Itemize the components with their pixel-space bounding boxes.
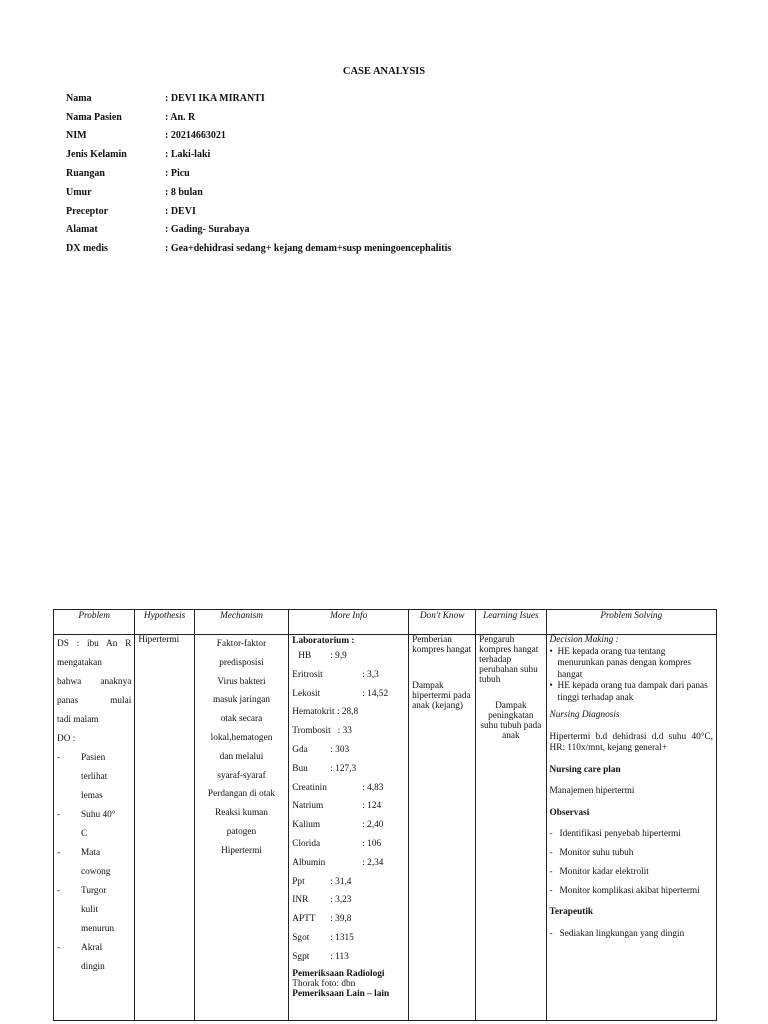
identity-row-umur — [66, 183, 451, 202]
lab-name: Bun — [292, 763, 308, 774]
header-problem: Problem — [54, 610, 135, 635]
identity-row-nama — [66, 89, 451, 108]
do-line: Akral — [81, 943, 103, 953]
nursing-diagnosis-title: Nursing Diagnosis — [549, 710, 620, 720]
lab-value: : 9,9 — [330, 651, 347, 661]
do-line: cowong — [81, 867, 111, 877]
list-item — [550, 681, 713, 704]
lab-row-creatinin — [292, 779, 405, 798]
identity-value: : DEVI — [165, 205, 196, 217]
identity-value: : 20214663021 — [165, 130, 226, 142]
lab-row-bun — [292, 760, 405, 779]
do-line: Turgor — [81, 886, 107, 896]
lab-row-eritrosit — [292, 666, 405, 685]
list-item: - Sediakan lingkungan yang dingin — [550, 925, 713, 944]
identity-label: Jenis Kelamin — [66, 149, 127, 161]
identity-value: : An. R — [165, 111, 196, 123]
do-line: terlihat — [81, 772, 108, 782]
lab-value: : 14,52 — [362, 688, 389, 699]
terapeutik-title: Terapeutik — [549, 907, 594, 917]
lab-value: : 3,23 — [330, 895, 352, 906]
lab-name: Ppt — [292, 876, 305, 887]
list-item — [57, 844, 131, 882]
list-item — [57, 939, 131, 977]
do-line: menurun — [81, 924, 115, 934]
lab-value: : 31,4 — [330, 876, 352, 887]
learning-item: Pengaruh kompres hangat terhadap perubahan suhu tubuh — [479, 635, 539, 685]
lab-name: Eritrosit — [292, 669, 323, 680]
lab-row-sgpt — [292, 948, 405, 967]
ds-line: mengatakan — [57, 658, 102, 668]
lab-row-inr — [292, 891, 405, 910]
lab-name: Clorida — [292, 838, 321, 849]
lab-value: : 3,3 — [362, 669, 379, 680]
lab-value: : 124 — [362, 801, 382, 812]
lab-value: : 28,8 — [336, 707, 359, 718]
list-item — [57, 882, 131, 939]
dash-marker: - — [57, 943, 61, 953]
do-line: C — [81, 829, 88, 839]
lab-row-kalium — [292, 816, 405, 835]
lab-value: : 113 — [330, 951, 349, 962]
decision-list — [550, 647, 713, 705]
lab-value: : 303 — [330, 744, 350, 755]
lab-value: : 33 — [337, 726, 352, 737]
identity-row-dx-medis — [66, 239, 451, 258]
observasi-item: Monitor komplikasi akibat hipertermi — [559, 886, 700, 896]
mechanism-line: otak secara — [220, 714, 263, 725]
list-item — [57, 749, 131, 806]
lab-value: : 39,8 — [330, 914, 352, 925]
problem-solving-cell — [546, 635, 716, 1021]
identity-value: : DEVI IKA MIRANTI — [165, 92, 265, 104]
lab-row-clorida — [292, 835, 405, 854]
do-label: DO : — [57, 734, 76, 744]
hypothesis-text: Hipertermi — [138, 635, 180, 645]
do-line: lemas — [81, 791, 103, 801]
identity-label: Alamat — [66, 224, 98, 236]
decision-item: HE kepada orang tua dampak dari panas tinggi terhadap anak — [557, 681, 708, 703]
identity-row-nim — [66, 127, 451, 146]
lab-row-ppt — [292, 873, 405, 892]
other-exam-title: Pemeriksaan Lain – lain — [292, 988, 390, 999]
observasi-item: Monitor suhu tubuh — [559, 848, 634, 858]
identity-value: : Gading- Surabaya — [165, 224, 250, 236]
lab-row-albumin — [292, 854, 405, 873]
mechanism-line: masuk jaringan — [212, 695, 271, 706]
lab-value: : 1315 — [330, 932, 354, 943]
identity-row-preceptor — [66, 202, 451, 221]
identity-label: NIM — [66, 130, 87, 142]
ds-line: panas mulai — [57, 696, 132, 706]
observasi-item: Identifikasi penyebab hipertermi — [559, 829, 681, 839]
lab-name: HB — [298, 651, 312, 661]
learning-issues-cell — [476, 635, 546, 1021]
observasi-title: Observasi — [549, 807, 590, 818]
lab-row-aptt — [292, 910, 405, 929]
dash-marker: - — [57, 848, 61, 858]
lab-name: Hematokrit — [292, 707, 335, 718]
mechanism-line: lokal,hematogen — [210, 732, 273, 743]
mechanism-line: Hipertermi — [221, 845, 262, 856]
mechanism-cell — [194, 635, 289, 1021]
mechanism-line: Reaksi kuman — [215, 808, 268, 819]
list-item: - Monitor komplikasi akibat hipertermi — [550, 882, 713, 901]
identity-label: Umur — [66, 186, 92, 198]
list-item — [57, 806, 131, 844]
identity-value: : Laki-laki — [165, 149, 211, 161]
mechanism-line: predisposisi — [219, 657, 264, 668]
lab-name: Trombosit — [292, 726, 331, 737]
observasi-item: Monitor kadar elektrolit — [559, 867, 649, 877]
case-analysis-table — [53, 609, 717, 1021]
identity-label: Nama — [66, 92, 92, 104]
list-item — [550, 647, 713, 682]
observasi-list — [550, 825, 713, 901]
dont-know-item: Dampak hipertermi pada anak (kejang) — [412, 681, 471, 711]
header-learning-issues: Learning Isues — [476, 610, 546, 635]
radiology-title: Pemeriksaan Radiologi — [292, 968, 385, 979]
lab-name: Kalium — [292, 820, 321, 831]
identity-row-nama-pasien — [66, 108, 451, 127]
identity-row-jenis-kelamin — [66, 145, 451, 164]
lab-value: : 127,3 — [330, 763, 357, 774]
lab-name: Gda — [292, 744, 308, 755]
mechanism-line: dan melalui — [219, 751, 264, 762]
identity-row-ruangan — [66, 164, 451, 183]
mechanism-line: Virus bakteri — [217, 676, 266, 687]
header-dont-know: Don't Know — [409, 610, 476, 635]
decision-item: HE kepada orang tua tentang menurunkan panas dengan kompres hangat — [557, 646, 692, 680]
dash-marker: - — [57, 886, 61, 896]
lab-title: Laboratorium : — [292, 636, 355, 646]
do-line: kulit — [81, 905, 99, 915]
lab-row-hematokrit — [292, 703, 405, 722]
lab-row-sgot — [292, 929, 405, 948]
page-title: CASE ANALYSIS — [342, 66, 426, 77]
terapeutik-item: Sediakan lingkungan yang dingin — [559, 928, 685, 939]
lab-value: : 2,34 — [362, 857, 384, 868]
header-more-info: More Info — [289, 610, 409, 635]
lab-value: : 2,40 — [362, 820, 384, 831]
lab-name: INR — [292, 895, 309, 906]
mechanism-line: Faktor-faktor — [216, 639, 267, 649]
dash-marker: - — [57, 753, 61, 763]
nursing-diagnosis-text: Hipertermi b.d dehidrasi d.d suhu 40°C, HR: 110x/mnt, kejang general+ — [549, 731, 713, 753]
lab-name: Creatinin — [292, 782, 327, 793]
care-plan-title: Nursing care plan — [549, 764, 621, 775]
more-info-cell — [289, 635, 409, 1021]
lab-name: APTT — [292, 914, 316, 925]
identity-label: DX medis — [66, 243, 108, 255]
decision-making-title: Decision Making : — [549, 635, 619, 645]
care-plan-text: Manajemen hipertermi — [549, 786, 635, 796]
lab-value: : 4,83 — [362, 782, 384, 793]
hypothesis-cell — [135, 635, 194, 1021]
mechanism-line: syaraf-syaraf — [217, 770, 266, 781]
identity-label: Nama Pasien — [66, 111, 122, 123]
header-mechanism: Mechanism — [194, 610, 289, 635]
lab-value: : 106 — [362, 838, 382, 849]
mechanism-line: Perdangan di otak — [207, 789, 276, 800]
problem-cell — [54, 635, 135, 1021]
table-row — [54, 635, 717, 1021]
ds-line: bahwa anaknya — [57, 677, 132, 687]
lab-name: Lekosit — [292, 688, 321, 699]
terapeutik-list — [550, 925, 713, 944]
identity-label: Ruangan — [66, 168, 105, 180]
identity-value: : Gea+dehidrasi sedang+ kejang demam+susp meningoencephalitis — [165, 243, 452, 255]
lab-row-natrium — [292, 797, 405, 816]
list-item: - Identifikasi penyebab hipertermi — [550, 825, 713, 844]
identity-row-alamat — [66, 221, 451, 240]
dont-know-item: Pemberian kompres hangat — [412, 635, 472, 655]
ds-line: DS : ibu An R — [57, 639, 132, 649]
learning-item: Dampak peningkatan suhu tubuh pada anak — [480, 701, 542, 741]
lab-name: Sgot — [292, 932, 310, 943]
radiology-value: Thorak foto: dbn — [292, 978, 356, 989]
lab-name: Albumin — [292, 857, 326, 868]
lab-row-gda — [292, 741, 405, 760]
bullet-icon: • — [549, 681, 553, 691]
do-line: Mata — [81, 848, 101, 858]
identity-label: Preceptor — [66, 205, 109, 217]
dash-marker: - — [57, 810, 61, 820]
do-line: Pasien — [81, 753, 106, 763]
list-item: - Monitor suhu tubuh — [550, 844, 713, 863]
identity-value: : Picu — [165, 168, 190, 180]
header-hypothesis: Hypothesis — [135, 610, 194, 635]
lab-name: Sgpt — [292, 951, 310, 962]
do-line: dingin — [81, 962, 105, 972]
lab-row-lekosit — [292, 685, 405, 704]
lab-row-hb — [292, 647, 405, 666]
identity-list — [66, 89, 451, 258]
lab-row-trombosit — [292, 722, 405, 741]
list-item: - Monitor kadar elektrolit — [550, 863, 713, 882]
do-list — [57, 749, 131, 977]
dont-know-cell — [409, 635, 476, 1021]
bullet-icon: • — [549, 646, 553, 657]
identity-value: : 8 bulan — [165, 186, 203, 198]
table-header-row — [54, 610, 717, 635]
do-line: Suhu 40° — [81, 810, 116, 820]
lab-name: Natrium — [292, 801, 324, 812]
header-problem-solving: Problem Solving — [546, 610, 716, 635]
ds-line: tadi malam — [57, 715, 99, 725]
mechanism-line: patogen — [226, 826, 257, 837]
